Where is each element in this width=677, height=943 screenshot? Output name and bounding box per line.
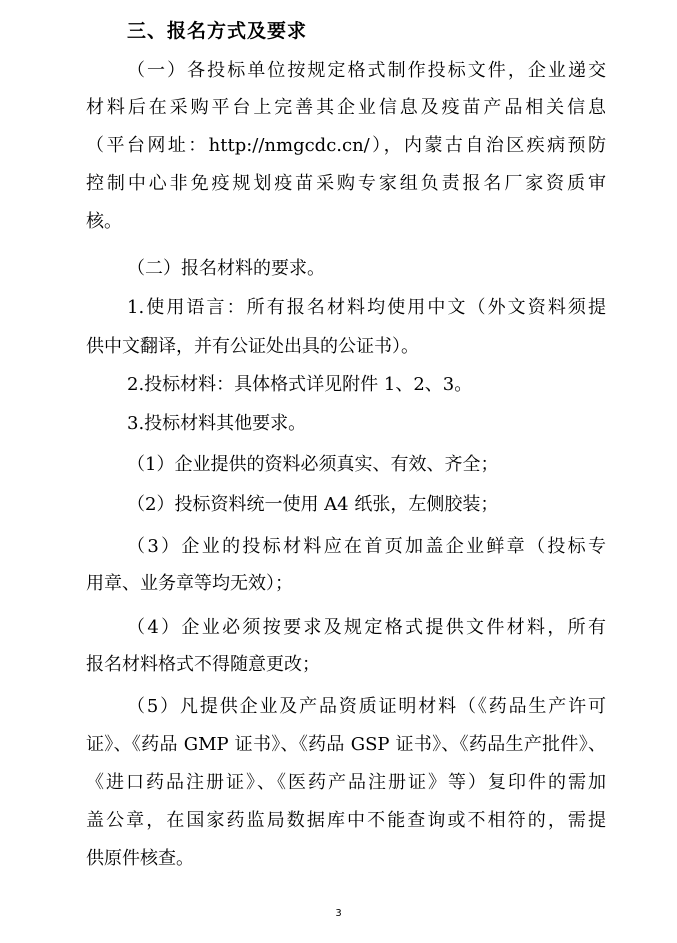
item-3: 3.投标材料其他要求。	[127, 413, 307, 434]
requirement-5-line-1: （5）凡提供企业及产品资质证明材料（《药品生产许可	[127, 696, 606, 717]
item-1-line-2: 供中文翻译，并有公证处出具的公证书）。	[86, 336, 419, 357]
paragraph-1-line-5: 核。	[86, 211, 122, 232]
item-1-line-1: 1.使用语言：所有报名材料均使用中文（外文资料须提	[127, 297, 606, 318]
requirement-2: （2）投标资料统一使用 A4 纸张，左侧胶装；	[127, 494, 499, 515]
paragraph-1-line-3: （平台网址：http://nmgcdc.cn/），内蒙古自治区疾病预防	[86, 135, 606, 156]
requirement-4-line-1: （4）企业必须按要求及规定格式提供文件材料，所有	[127, 617, 606, 638]
requirement-3-line-1: （3）企业的投标材料应在首页加盖企业鲜章（投标专	[127, 536, 606, 557]
subsection-heading: （二）报名材料的要求。	[127, 258, 325, 279]
requirement-3-line-2: 用章、业务章等均无效）；	[86, 573, 293, 594]
section-heading: 三、报名方式及要求	[127, 20, 308, 42]
paragraph-1-line-2: 材料后在采购平台上完善其企业信息及疫苗产品相关信息	[86, 97, 606, 118]
item-2: 2.投标材料：具体格式详见附件 1、2、3。	[127, 374, 473, 395]
paragraph-1-line-1: （一）各投标单位按规定格式制作投标文件，企业递交	[127, 60, 606, 81]
requirement-4-line-2: 报名材料格式不得随意更改；	[86, 654, 320, 675]
requirement-1: （1）企业提供的资料必须真实、有效、齐全；	[127, 454, 499, 475]
requirement-5-line-5: 供原件核查。	[86, 848, 194, 869]
requirement-5-line-4: 盖公章，在国家药监局数据库中不能查询或不相符的，需提	[86, 810, 606, 831]
page-number: 3	[335, 908, 342, 919]
requirement-5-line-3: 《进口药品注册证》、《医药产品注册证》等）复印件的需加	[86, 772, 606, 793]
requirement-5-line-2: 证》、《药品 GMP 证书》、《药品 GSP 证书》、《药品生产批件》、	[86, 734, 606, 755]
paragraph-1-line-4: 控制中心非免疫规划疫苗采购专家组负责报名厂家资质审	[86, 173, 606, 194]
